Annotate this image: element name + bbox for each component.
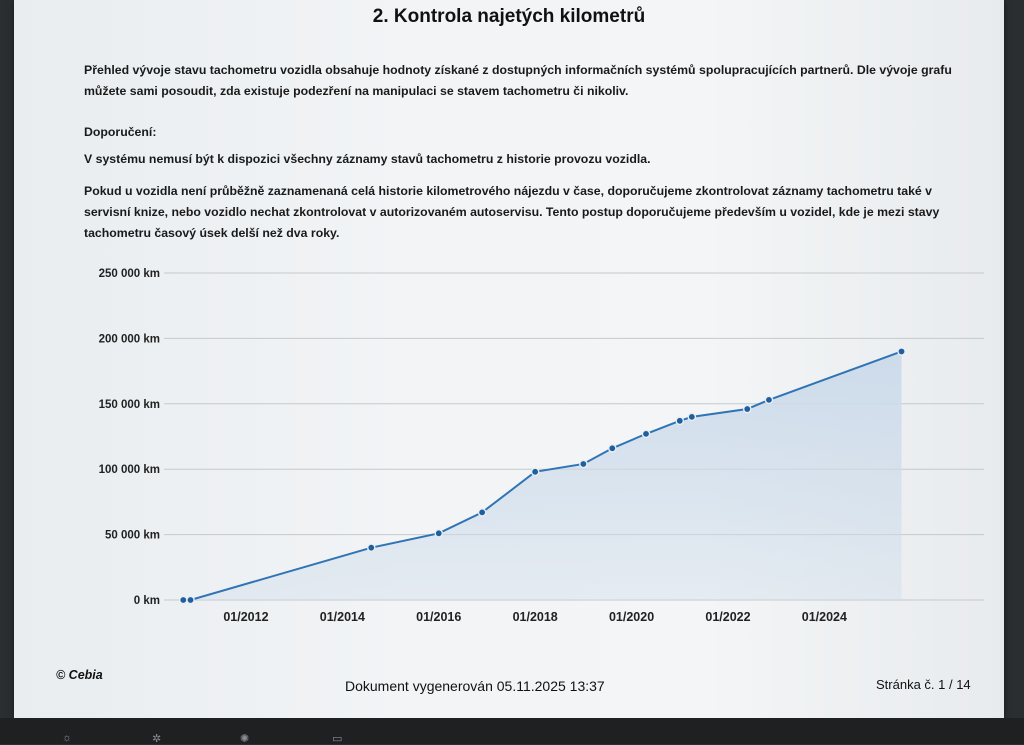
x-tick-label: 01/2014	[319, 610, 365, 624]
settings-icon: ✲	[152, 733, 162, 745]
x-tick-label: 01/2012	[223, 610, 269, 624]
section-heading: 2. Kontrola najetých kilometrů	[372, 6, 646, 27]
recommendation-label: Doporučení:	[84, 125, 157, 139]
data-point	[479, 509, 486, 516]
mileage-area	[183, 351, 901, 600]
data-point	[676, 417, 683, 424]
x-tick-label: 01/2018	[512, 610, 558, 624]
y-tick-label: 100 000 km	[98, 464, 160, 477]
data-point	[688, 413, 695, 420]
recommendation-text-1: V systému nemusí být k dispozici všechny záznamy stavů tachometru z historie provozu vozidla.	[84, 152, 651, 166]
data-point	[580, 460, 587, 467]
document-page	[14, 0, 1004, 718]
copyright: © Cebia	[56, 668, 103, 682]
x-tick-label: 01/2016	[416, 610, 462, 624]
mileage-chart	[14, 255, 1004, 635]
window-icon: ▭	[332, 733, 343, 745]
data-point	[187, 596, 194, 603]
brightness-icon: ☼	[62, 732, 73, 744]
data-point	[532, 468, 539, 475]
y-tick-label: 50 000 km	[105, 529, 160, 542]
data-point	[435, 530, 442, 537]
y-tick-label: 150 000 km	[98, 398, 160, 411]
x-tick-label: 01/2020	[608, 610, 655, 624]
sun-icon: ✺	[240, 733, 250, 745]
y-tick-label: 250 000 km	[98, 268, 160, 280]
data-point	[180, 596, 187, 603]
data-point	[642, 430, 649, 437]
data-point	[744, 405, 751, 412]
data-point	[898, 348, 905, 355]
y-tick-label: 0 km	[133, 595, 160, 607]
x-tick-label: 01/2022	[705, 610, 751, 624]
data-point	[765, 396, 772, 403]
data-point	[609, 445, 616, 452]
intro-paragraph: Přehled vývoje stavu tachometru vozidla obsahuje hodnoty získané z dostupných informačních systémů spolupracujících partnerů. Dle vývoje grafu můžete sami posoudit, zda existuje podezření na manipulaci se stavem tachometru či nikoliv.	[84, 63, 952, 98]
generated-date: Dokument vygenerován 05.11.2025 13:37	[345, 678, 605, 694]
recommendation-text-2: Pokud u vozidla není průběžně zaznamenaná celá historie kilometrového nájezdu v čase, doporučujeme zkontrolovat záznamy tachometru také v servisní knize, nebo vozidlo nechat zkontrolovat v autorizovaném autoservisu. Tento postup doporučujeme především u vozidel, kde je mezi stavy tachometru časový úsek delší než dva roky.	[84, 184, 940, 240]
page-number: Stránka č. 1 / 14	[876, 677, 971, 692]
x-tick-label: 01/2024	[801, 610, 847, 624]
data-point	[368, 544, 375, 551]
y-tick-label: 200 000 km	[98, 333, 160, 346]
